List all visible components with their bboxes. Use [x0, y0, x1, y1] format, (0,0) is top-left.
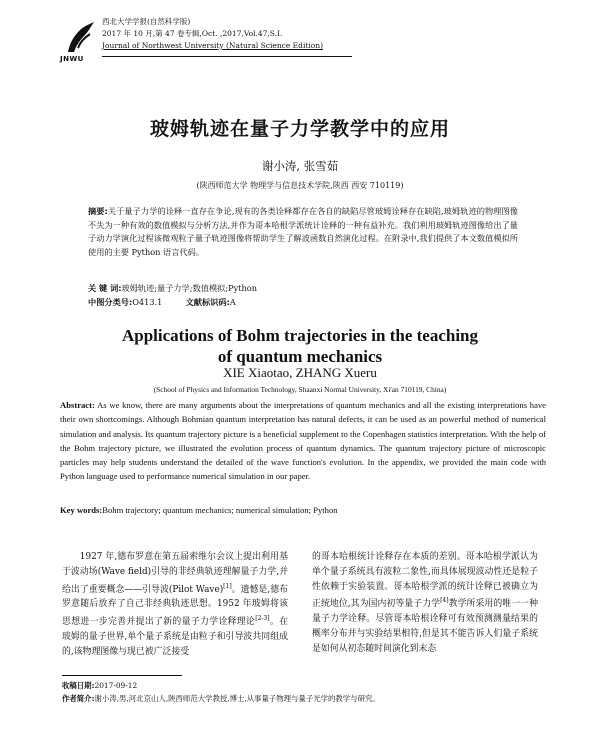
citation: [2-3]: [255, 615, 270, 623]
body-paragraph: [312, 550, 538, 657]
chinese-abstract-label: 摘要:: [88, 206, 108, 216]
body-text: 的哥本哈根统计诠释存在本质的差别。哥本哈根学派认为单个量子系统具有波粒二象性,而具体展现波动性还是粒子性依赖于实验装置。哥本哈根学派的统计诠释已被确立为正统地位,其为国内初等量子力学: [312, 552, 538, 610]
journal-logo-text: JNWU: [60, 55, 84, 63]
chinese-title: 玻姆轨迹在量子力学教学中的应用: [149, 118, 450, 140]
header-rule: [102, 56, 352, 57]
classification-line: [88, 296, 518, 308]
body-column-right: [312, 550, 538, 657]
chinese-keywords: [88, 282, 518, 294]
author-bio-text: 谢小涛,男,河北京山人,陕西师范大学教授,博士,从事量子物理与量子光学的教学与研究。: [94, 694, 380, 703]
received-label: 收稿日期:: [62, 681, 95, 690]
footnote-rule: [62, 675, 182, 676]
issue-line: 2017 年 10 月,第 47 卷专辑,Oct. ,2017,Vol.47,S.I.: [102, 29, 283, 38]
english-authors: XIE Xiaotao, ZHANG Xueru: [223, 365, 377, 380]
english-title-line2: of quantum mechanics: [217, 347, 383, 366]
english-affiliation: (School of Physics and Information Technology, Shaanxi Normal University, Xi'an 710119, China): [153, 385, 447, 394]
chinese-keywords-text: 玻姆轨迹;量子力学;数值模拟;Python: [121, 283, 257, 293]
body-text: 教学所采用的唯一一种量子力学诠释。尽管哥本哈根诠释可有效预测测量结果的概率分布并与实验结果相符,但是其不能告诉人们量子系统是如何从初态随时间演化到末态: [312, 599, 538, 654]
body-text: 。遗憾是,德布罗意随后放弃了自己非经典轨迹思想。1952 年玻姆将该思想进一步完善并提出了新的量子力学诠释理论: [62, 584, 288, 628]
english-keywords: [60, 504, 546, 517]
clc-value: O413.1: [132, 297, 163, 307]
chinese-abstract-text: 关于量子力学的诠释一直存在争论,现有的各类诠释都存在各自的缺陷尽管玻姆诠释存在缺陷,玻姆轨迹的物理图像不失为一种有效的数值模拟与分析方法,并作为哥本哈根学派统计诠释的一种有益补充。我们利用玻姆轨迹图像给出了量子动力学演化过程该微观粒子量子轨迹图像将帮助学生了解波函数自然演化过程。在附录中,我们提供了本文数值模拟所使用的主要 Python 语言代码。: [88, 206, 518, 257]
author-bio-label: 作者简介:: [62, 694, 95, 703]
chinese-keywords-label: 关 键 词:: [88, 283, 122, 293]
chinese-affiliation: (陕西师范大学 物理学与信息技术学院,陕西 西安 710119): [196, 181, 404, 190]
journal-name-cn: 西北大学学报(自然科学版): [102, 17, 191, 26]
journal-logo: [60, 18, 100, 58]
journal-logo-icon: [60, 18, 100, 58]
journal-name-en: Journal of Northwest University (Natural Science Edition): [102, 41, 324, 50]
chinese-authors: 谢小涛, 张雪茹: [261, 159, 339, 173]
english-title-line1: Applications of Bohm trajectories in the teaching: [121, 326, 479, 345]
body-paragraph: [62, 550, 288, 660]
english-abstract: [60, 398, 546, 484]
chinese-abstract: [88, 205, 518, 259]
body-text: 1927 年,德布罗意在第五届索维尔会议上提出利用基于波动场(Wave field)引导的非经典轨迹理解量子力学,并给出了重要概念——引导波(Pilot Wave): [62, 552, 288, 595]
body-text: 。在玻姆的量子世界,单个量子系统是由粒子和引导波共同组成的,该物理图像与现已被广泛接受: [62, 617, 288, 657]
received-value: 2017-09-12: [94, 681, 138, 690]
english-keywords-label: Key words:: [60, 505, 103, 515]
body-column-left: [62, 550, 288, 660]
citation: [4]: [440, 597, 449, 605]
english-title: [0, 325, 600, 367]
english-abstract-label: Abstract:: [60, 400, 95, 410]
received-date: [62, 681, 137, 691]
english-abstract-text: As we know, there are many arguments about the interpretations of quantum mechanics and all the existing interpretations have their own shortcomings. Although Bohmian quantum interpretation has natural defects, it can be used as an powerful method of numerical simulation and analysis. Its quantum trajectory picture is a beneficial supplement to the Copenhagen statistics interpretation. With the help of the Bohm trajectory picture, we illustrated the evolution process of quantum dynamics. The quantum trajectory picture of microscopic particles may help students understand the detailed of the wave function's evolution. In the appendix, we provided the main code with Python language used to performance numerical simulation in our paper.: [60, 400, 546, 482]
english-keywords-text: Bohm trajectory; quantum mechanics; numerical simulation; Python: [102, 505, 338, 515]
doc-code-label: 文献标识码:: [185, 297, 230, 307]
doc-code-value: A: [229, 297, 236, 307]
citation: [1]: [223, 582, 232, 590]
author-bio: [62, 694, 380, 704]
clc-label: 中图分类号:: [88, 297, 133, 307]
